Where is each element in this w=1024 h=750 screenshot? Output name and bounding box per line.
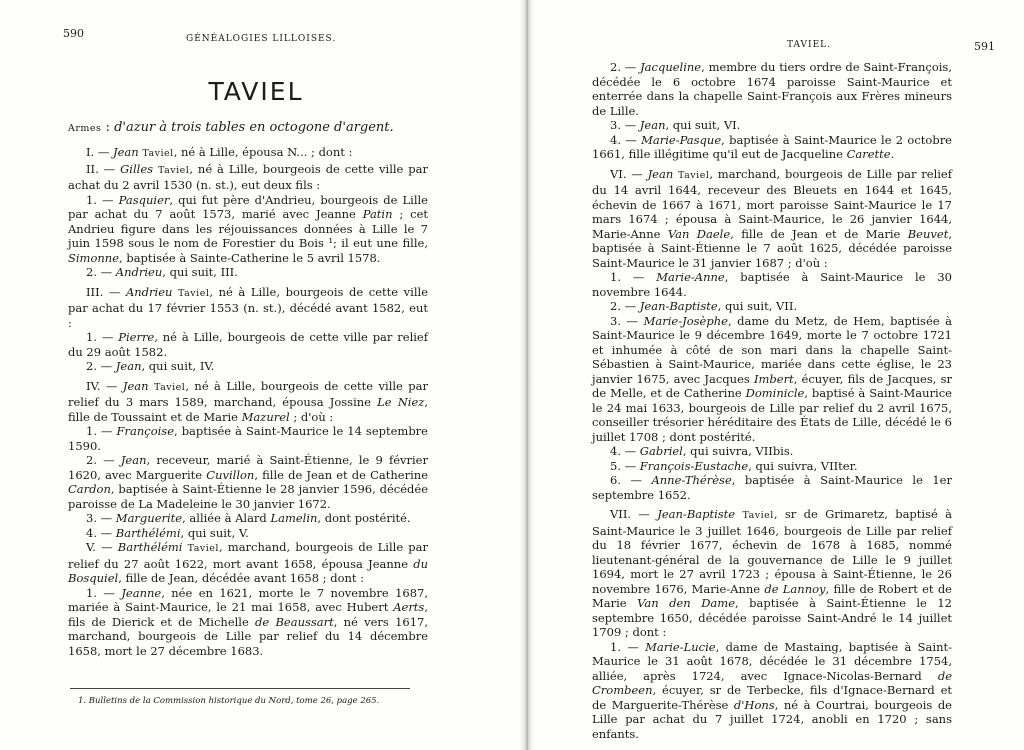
text-run: , marchand, bourgeois de Lille par relief du 14 avril 1644, receveur des Bleuets en 1644 et 1645, échevin de 1667 à 1671, mort paroisse Saint-Maurice le 17 mars 1674 ; épousa à Saint-Maurice, le 26 janvier 1644, Marie-Anne [592, 166, 952, 241]
text-run: , baptisée à Saint-Maurice le 2 octobre 1661, fille illégitime qu'il eut de Jacqueline [592, 132, 952, 161]
text-run: . [890, 147, 895, 161]
text-run: Marie-Pasque [641, 132, 722, 147]
text-run: Jean [113, 145, 139, 159]
text-run: Jean [647, 166, 674, 181]
paragraph [592, 167, 952, 271]
right-running-head: TAVIEL. [787, 40, 832, 50]
paragraph [68, 359, 428, 374]
text-run: Jean [115, 359, 142, 373]
paragraph [592, 444, 952, 459]
text-run: , receveur, marié à Saint-Étienne, le 9 février 1620, avec Marguerite [68, 453, 428, 482]
text-run: Lamelin [270, 511, 318, 525]
text-run: Jean [120, 453, 147, 467]
text-run: Barthélémi [117, 540, 183, 554]
text-run: Gabriel [639, 444, 683, 458]
text-run: Barthélémi [115, 525, 181, 540]
text-run: Taviel [157, 164, 190, 176]
text-run: , membre du tiers ordre de Saint-François, décédée le 6 octobre 1674 paroisse Saint-Maurice et enterrée dans la chapelle Saint-François aux Frères mineurs de Lille. [592, 60, 952, 118]
text-run: Jean [639, 118, 666, 132]
text-run: , fille de Toussaint et de Marie [68, 395, 428, 424]
text-run: 1. — [86, 585, 122, 600]
paragraph [592, 459, 952, 474]
text-run: , qui suivra, VIIbis. [682, 444, 794, 458]
text-run: Taviel [187, 543, 219, 554]
paragraph [68, 162, 428, 193]
text-run: Patin [362, 207, 393, 221]
text-run: , né à Lille, bourgeois de cette ville par achat du 2 avril 1530 (n. st.), eut deux fils : [68, 161, 428, 192]
text-run: 2. — [86, 265, 116, 279]
text-run: , écuyer, fils de Jacques, sr de Melle, et de Catherine [592, 371, 952, 400]
text-run: Cardon [68, 482, 111, 496]
text-run: , écuyer, sr de Terbecke, fils d'Ignace-Bernard et de Marguerite-Thérèse [592, 683, 952, 712]
text-run: Beuvet [907, 226, 949, 241]
text-run: 1. — [610, 270, 657, 284]
text-run: Taviel [178, 287, 210, 299]
text-run: Jacqueline [640, 60, 702, 74]
text-run: V. — [86, 540, 118, 554]
text-run: 3. — [86, 511, 116, 525]
paragraph [68, 120, 428, 137]
paragraph [592, 473, 952, 502]
text-run: Pasquier [118, 192, 170, 207]
text-run: Marie-Josèphe [643, 313, 728, 328]
text-run: Andrieu [115, 265, 163, 279]
paragraph [592, 299, 952, 314]
text-run: , baptisée à Saint-Étienne le 7 août 1625, décédée paroisse Saint-Maurice le 31 janvier 1687 ; d'où : [592, 226, 952, 270]
text-run: I. — [86, 145, 114, 159]
paragraph [68, 285, 428, 331]
text-run: d'Hons [733, 697, 775, 712]
text-run: Françoise [116, 424, 175, 438]
text-run: Le Niez [377, 395, 425, 409]
text-run: de Lannoy [764, 581, 826, 596]
text-run: Gilles [120, 161, 154, 176]
text-run: 3. — [610, 118, 640, 132]
text-run: , fille de Jean, décédée avant 1658 ; dont : [118, 571, 365, 585]
text-run: , baptisée à Saint-Étienne le 28 janvier 1596, décédée paroisse de La Madeleine le 30 janvier 1672. [68, 482, 428, 511]
text-run: , marchand, bourgeois de Lille par relief du 27 août 1622, mort avant 1658, épousa Jeanne [68, 540, 429, 571]
text-run: , qui suit, VII. [717, 299, 798, 313]
paragraph [68, 145, 428, 162]
text-run: , né vers 1617, marchand, bourgeois de Lille par relief du 14 décembre 1658, mort le 27 décembre 1683. [68, 614, 428, 658]
text-run: , dame du Metz, de Hem, baptisée à Saint-Maurice le 9 décembre 1649, morte le 7 octobre 1721 et inhumée à côté de son mari dans la chapelle Saint-Sébastien à Saint-Maurice, mariée dans cette église, le 23 janvier 1675, avec Jacques [592, 313, 952, 386]
text-run: , née en 1621, morte le 7 novembre 1687, mariée à Saint-Maurice, le 21 mai 1658, avec Hubert [68, 585, 428, 614]
text-run: , né à Lille, bourgeois de cette ville par relief du 29 août 1582. [68, 330, 428, 359]
text-run: , fille de Robert et de Marie [592, 581, 952, 610]
text-run: , baptisée à Saint-Maurice le 14 septembre 1590. [68, 424, 428, 453]
text-run: , fils de Dierick et de Michelle [68, 600, 428, 629]
text-run: du Bosquiel [68, 556, 428, 585]
text-run: Dominicle [745, 386, 805, 400]
text-run: 5. — [610, 458, 640, 473]
left-page-number: 590 [63, 27, 84, 40]
text-run: , qui suit, IV. [141, 359, 215, 373]
text-run: Jean-Baptiste [639, 299, 718, 313]
text-run: Aerts [393, 600, 425, 614]
text-run: Simonne [68, 250, 120, 265]
text-run: Anne-Thérèse [651, 473, 732, 487]
text-run: 4. — [610, 444, 640, 458]
text-run: Van Daele [667, 226, 731, 241]
paragraph [592, 507, 952, 640]
text-run: VII. — [610, 507, 658, 521]
right-page-body [592, 60, 952, 741]
text-run: Carette [846, 147, 891, 161]
text-run: , qui suivra, VIIter. [748, 458, 858, 473]
text-run: d'azur à trois tables en octogone d'argent. [114, 120, 394, 135]
text-run: , qui suit, VI. [665, 118, 741, 132]
text-run: 2. — [610, 299, 640, 313]
text-run: ; d'où : [289, 409, 334, 424]
paragraph [68, 540, 428, 586]
text-run: 1. — [86, 330, 119, 344]
paragraph [592, 270, 952, 299]
text-run: , né à Lille, bourgeois de cette ville par relief du 3 mars 1589, marchand, épousa Jossine [68, 378, 428, 409]
text-run: 4. — [610, 132, 642, 147]
paragraph [68, 193, 428, 266]
paragraph [68, 330, 428, 359]
text-run: 1. — [86, 192, 119, 207]
right-page-number: 591 [974, 40, 995, 53]
text-run: , dont postérité. [317, 511, 411, 525]
text-run: 4. — [86, 525, 116, 540]
paragraph [592, 118, 952, 133]
text-run: Taviel [742, 510, 774, 521]
paragraph [68, 586, 428, 659]
text-run: , qui suit, V. [180, 525, 249, 540]
text-run: 6. — [610, 473, 652, 487]
text-run: Mazurel [241, 409, 290, 424]
text-run: , baptisée à Saint-Étienne le 12 septembre 1650, décédée paroisse Saint-André le 14 juillet 1709 ; dont : [592, 596, 952, 639]
text-run: 2. — [86, 359, 116, 373]
paragraph [592, 314, 952, 445]
paragraph [592, 640, 952, 742]
paragraph [68, 526, 428, 541]
text-run: IV. — [86, 378, 123, 393]
text-run: : [101, 120, 115, 135]
text-run: Marie-Anne [656, 270, 725, 284]
text-run: Andrieu [125, 284, 173, 299]
text-run: , baptisée à Sainte-Catherine le 5 avril 1578. [119, 250, 381, 265]
text-run: , qui fut père d'Andrieu, bourgeois de Lille par achat du 7 août 1573, marié avec Jeanne [68, 192, 428, 221]
text-run: Marguerite [115, 511, 183, 525]
left-page-body [68, 120, 428, 658]
text-run: de Crombeen [592, 668, 952, 697]
paragraph [592, 60, 952, 118]
text-run: VI. — [610, 166, 648, 181]
text-run: Armes [68, 123, 102, 134]
footnote-rule [70, 688, 410, 689]
text-run: Jean [122, 378, 149, 393]
text-run: François-Eustache [639, 458, 749, 473]
text-run: Jeanne [121, 585, 162, 600]
text-run: Cuvillon [206, 467, 255, 482]
text-run: Pierre [118, 330, 155, 344]
text-run: , fille de Jean et de Marie [730, 226, 908, 241]
footnote: 1. Bulletins de la Commission historique du Nord, tome 26, page 265. [78, 696, 380, 706]
text-run: 1. — [610, 639, 646, 654]
text-run: , fille de Jean et de Catherine [254, 467, 428, 482]
paragraph [68, 379, 428, 425]
text-run: Jean-Baptiste [657, 507, 736, 521]
text-run: ; cet Andrieu figure dans les réjouissances données à Lille le 7 juin 1598 sous le nom de Forestier du Bois ¹; il eut une fille, [68, 207, 429, 250]
text-run: de Beaussart [255, 614, 334, 629]
text-run: 3. — [610, 313, 644, 328]
text-run: Taviel [142, 148, 174, 159]
text-run: III. — [86, 284, 126, 299]
text-run: Marie-Lucie [645, 639, 716, 654]
paragraph [68, 424, 428, 453]
text-run: Imbert [753, 371, 794, 386]
paragraph [68, 453, 428, 511]
text-run: 2. — [610, 60, 641, 74]
text-run: II. — [86, 161, 121, 176]
text-run: 1. — [86, 424, 117, 438]
text-run: , alliée à Alard [182, 511, 271, 525]
text-run: , baptisée à Saint-Maurice le 1er septembre 1652. [592, 473, 952, 502]
text-run: , sr de Grimaretz, baptisé à Saint-Maurice le 3 juillet 1646, bourgeois de Lille par relief du 18 février 1677, échevin de 1678 à 1685, nommé lieutenant-général de la gouvernance de Lille le 9 juillet 1694, mort le 27 avril 1723 ; épousa à Saint-Étienne, le 26 novembre 1676, Marie-Anne [592, 507, 953, 596]
text-run: , né à Lille, bourgeois de cette ville par achat du 17 février 1553 (n. st.), décédé avant 1582, eut : [68, 284, 428, 330]
text-run: Taviel [153, 381, 186, 393]
paragraph [68, 265, 428, 280]
paragraph [68, 511, 428, 526]
text-run: , né à Lille, épousa N... ; dont : [173, 145, 353, 159]
text-run: , dame de Mastaing, baptisée à Saint-Maurice le 31 août 1678, décédée le 31 décembre 1754, alliée, après 1724, avec Ignace-Nicolas-Bernard [592, 639, 952, 683]
text-run: , né à Courtrai, bourgeois de Lille par achat du 7 juillet 1724, anobli en 1720 ; sans enfants. [592, 697, 952, 741]
paragraph [592, 133, 952, 162]
text-run: , baptisée à Saint-Maurice le 30 novembre 1644. [592, 270, 952, 299]
text-run: Taviel [678, 169, 710, 181]
page-title: TAVIEL [208, 77, 304, 106]
text-run: , qui suit, III. [162, 265, 238, 279]
left-running-head: GÉNÉALOGIES LILLOISES. [186, 34, 337, 44]
text-run: Van den Dame [637, 596, 736, 610]
text-run: , baptisé à Saint-Maurice le 24 mai 1633, bourgeois de Lille par relief du 2 avril 1675, conseiller trésorier héréditaire des États de Lille, décédé le 6 juillet 1708 ; dont postérité. [592, 386, 952, 444]
text-run: 2. — [86, 453, 121, 467]
